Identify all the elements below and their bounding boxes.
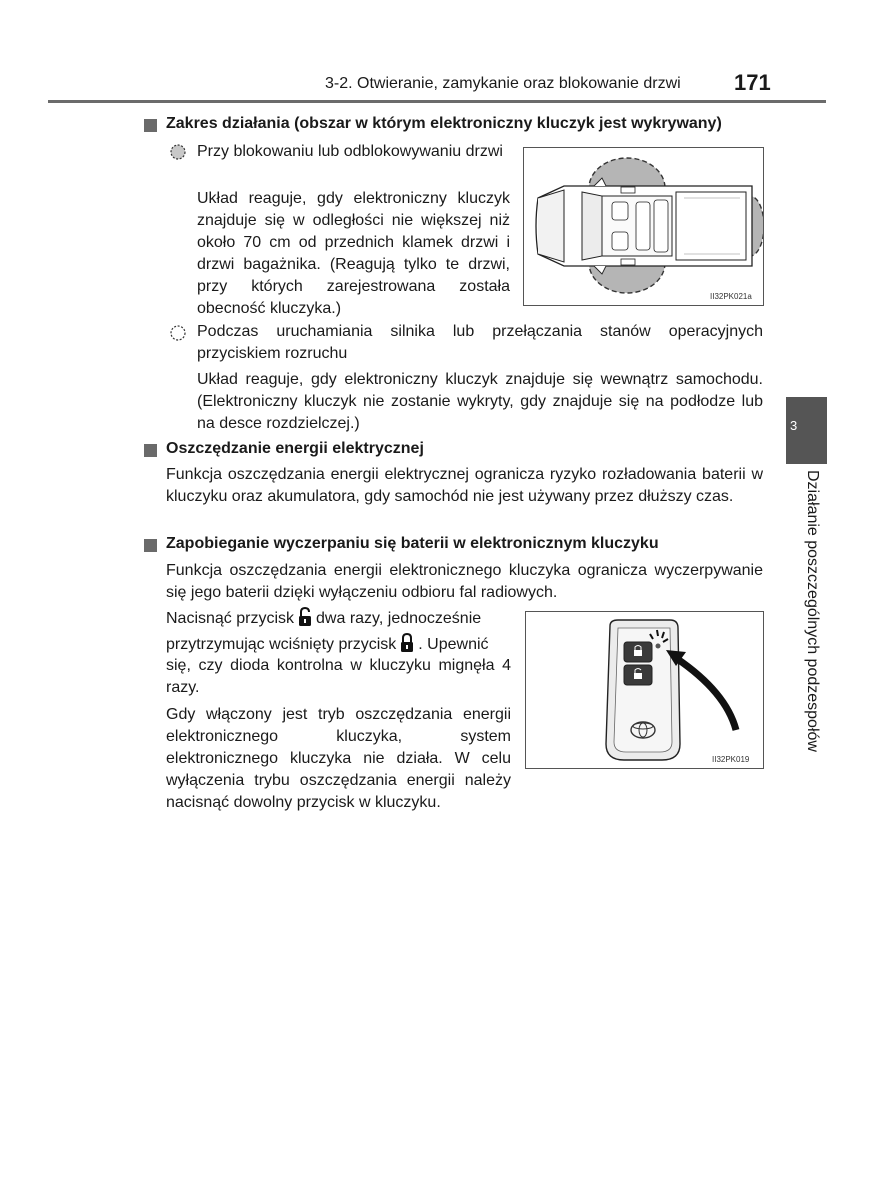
square-bullet xyxy=(144,539,157,552)
section-heading-battery: Zapobieganie wyczerpaniu się baterii w elektronicznym kluczyku xyxy=(166,535,659,552)
battery-body: Funkcja oszczędzania energii elektronicznego kluczyka ogranicza wyczerpywanie się jego baterii dzięki wyłączeniu odbioru fal radiowych. xyxy=(166,562,763,601)
lock-icon xyxy=(399,633,415,653)
page-number: 171 xyxy=(734,70,771,95)
section-heading-range: Zakres działania (obszar w którym elektroniczny kluczyk jest wykrywany) xyxy=(166,115,722,132)
item-lock-title: Przy blokowaniu lub odblokowywaniu drzwi xyxy=(197,143,503,160)
detection-range-figure xyxy=(523,147,764,306)
hold-before: przytrzymując wciśnięty przycisk xyxy=(166,636,397,653)
chapter-label: Działanie poszczególnych podzespołów xyxy=(804,470,821,752)
key-fob-illustration xyxy=(526,612,763,768)
hold-after: . Upewnić xyxy=(418,636,489,653)
check-instruction: się, czy dioda kontrolna w kluczyku mignęła 4 razy. xyxy=(166,657,511,696)
hold-instruction xyxy=(166,633,511,656)
figure-code: II32PK019 xyxy=(712,755,750,764)
square-bullet xyxy=(144,444,157,457)
section-heading-energy: Oszczędzanie energii elektrycznej xyxy=(166,440,424,457)
dashed-circle-icon xyxy=(170,325,186,341)
unlock-icon xyxy=(297,607,313,627)
key-fob-figure xyxy=(525,611,764,769)
press-instruction xyxy=(166,607,511,630)
battery-mode-body: Gdy włączony jest tryb oszczędzania energii elektronicznego kluczyka, system elektronicznego kluczyka nie działa. W celu wyłączenia trybu oszczędzania energii należy nacisnąć dowolny przycisk w kluczyku. xyxy=(166,706,511,811)
item-lock-body: Układ reaguje, gdy elektroniczny kluczyk znajduje się w odległości nie większej niż około 70 cm od przednich klamek drzwi i drzwi bagażnika. (Reagują tylko te drzwi, przy których zarejestrowana została obecność kluczyka.) xyxy=(197,190,510,317)
square-bullet xyxy=(144,119,157,132)
figure-code: II32PK021a xyxy=(710,292,752,301)
car-top-view-illustration xyxy=(524,148,763,305)
item-engine-body: Układ reaguje, gdy elektroniczny kluczyk znajduje się wewnątrz samochodu. (Elektroniczny kluczyk nie zostanie wykryty, gdy znajduje się na podłodze lub na desce rozdzielczej.) xyxy=(197,371,763,432)
chapter-number: 3 xyxy=(790,418,798,433)
item-engine-title: Podczas uruchamiania silnika lub przełączania stanów operacyjnych przyciskiem rozruchu xyxy=(197,323,763,362)
press-after: dwa razy, jednocześnie xyxy=(316,610,482,627)
dashed-circle-icon xyxy=(170,144,186,160)
press-before: Nacisnąć przycisk xyxy=(166,610,295,627)
section-title: 3-2. Otwieranie, zamykanie oraz blokowanie drzwi xyxy=(325,75,681,92)
header-rule xyxy=(48,100,826,103)
energy-body: Funkcja oszczędzania energii elektrycznej ogranicza ryzyko rozładowania baterii w kluczyku oraz akumulatora, gdy samochód nie jest używany przez dłuższy czas. xyxy=(166,466,763,505)
